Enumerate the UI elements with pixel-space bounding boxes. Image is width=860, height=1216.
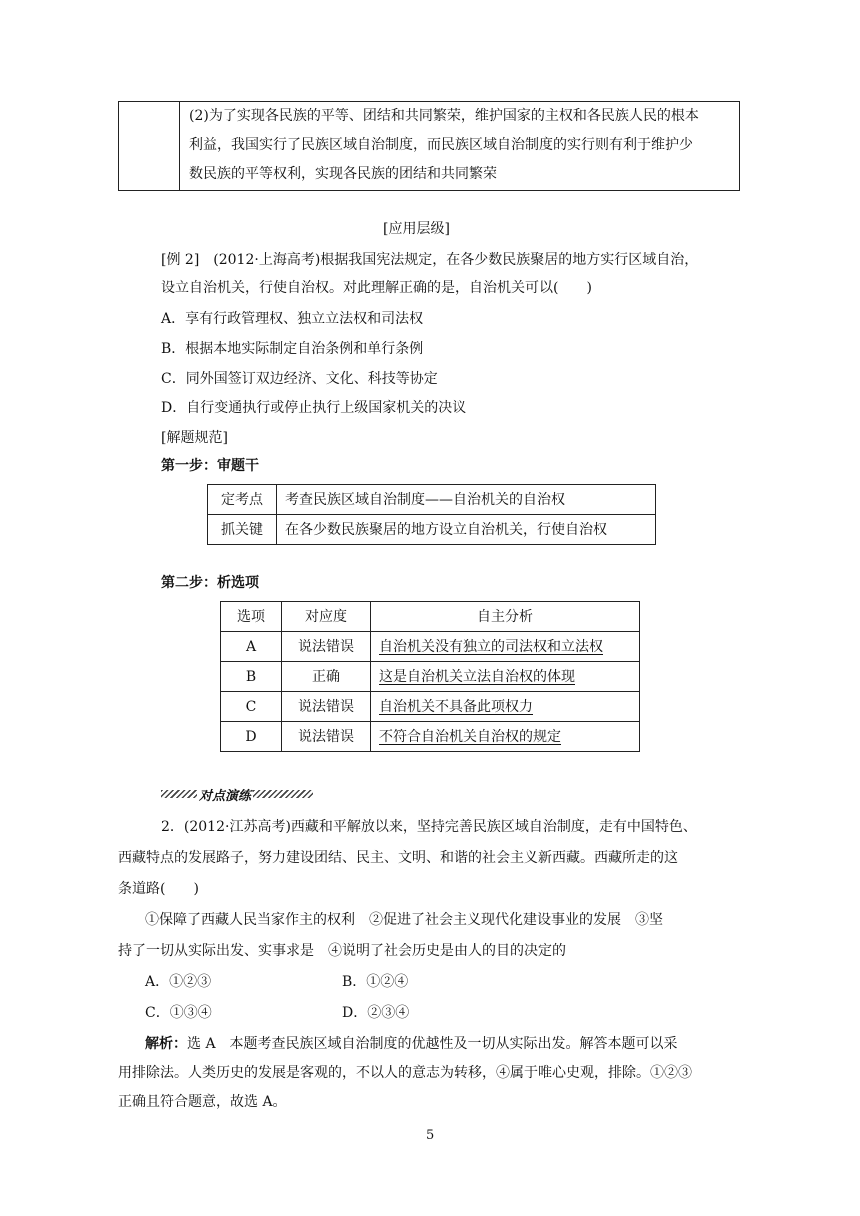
table-row <box>221 632 640 662</box>
table-header-row <box>221 602 640 632</box>
row-analysis <box>371 722 640 752</box>
row-option: B <box>221 662 282 692</box>
practice-question-line: 西藏特点的发展路子，努力建设团结、民主、文明、和谐的社会主义新西藏。西藏所走的这 <box>118 850 678 866</box>
row-analysis <box>371 662 640 692</box>
table-row <box>221 662 640 692</box>
header-analysis: 自主分析 <box>371 602 640 632</box>
top-table-line: 利益，我国实行了民族区域自治制度，而民族区域自治制度的实行则有利于维护少 <box>189 137 693 153</box>
row-analysis-text: 自治机关不具备此项权力 <box>379 698 533 715</box>
step1-value: 在各少数民族聚居的地方设立自治机关，行使自治权 <box>277 515 656 545</box>
step1-table <box>207 484 656 545</box>
table-row <box>208 515 656 545</box>
header-option: 选项 <box>221 602 282 632</box>
practice-option-c: C．①③④ <box>145 1005 212 1021</box>
table-row <box>221 722 640 752</box>
header-match: 对应度 <box>282 602 371 632</box>
statement-line: 持了一切从实际出发、实事求是 ④说明了社会历史是由人的目的决定的 <box>118 943 566 959</box>
row-option: C <box>221 692 282 722</box>
row-match: 说法错误 <box>282 722 371 752</box>
row-analysis-text: 不符合自治机关自治权的规定 <box>379 728 561 745</box>
option-b: B．根据本地实际制定自治条例和单行条例 <box>161 341 424 357</box>
row-analysis-text: 自治机关没有独立的司法权和立法权 <box>379 638 603 655</box>
row-analysis <box>371 632 640 662</box>
practice-option-d: D．②③④ <box>342 1005 410 1021</box>
analysis-line <box>145 1034 678 1054</box>
analysis-line: 正确且符合题意，故选 A。 <box>118 1094 287 1110</box>
decorative-stripes-icon <box>253 790 313 798</box>
statement-line: ①保障了西藏人民当家作主的权利 ②促进了社会主义现代化建设事业的发展 ③坚 <box>145 912 663 928</box>
top-table-line: 数民族的平等权利，实现各民族的团结和共同繁荣 <box>189 166 497 182</box>
practice-question-line: 条道路( ) <box>118 881 199 897</box>
section-title: [应用层级] <box>383 221 450 237</box>
example-question-line: [例 2] (2012·上海高考)根据我国宪法规定，在各少数民族聚居的地方实行区域自治， <box>161 252 699 268</box>
row-analysis-text: 这是自治机关立法自治权的体现 <box>379 668 575 685</box>
top-table-line: (2)为了实现各民族的平等、团结和共同繁荣，维护国家的主权和各民族人民的根本 <box>189 108 699 124</box>
decorative-stripes-icon <box>161 790 197 798</box>
practice-title: 对点演练 <box>199 788 252 804</box>
solution-label: [解题规范] <box>161 430 228 446</box>
row-match: 正确 <box>282 662 371 692</box>
step1-value: 考查民族区域自治制度——自治机关的自治权 <box>277 485 656 515</box>
page-number: 5 <box>426 1128 435 1143</box>
step2-table <box>220 601 640 752</box>
practice-question-line: 2．(2012·江苏高考)西藏和平解放以来，坚持完善民族区域自治制度，走有中国特色、 <box>161 819 697 835</box>
top-table <box>118 101 740 191</box>
step1-key: 定考点 <box>208 485 277 515</box>
analysis-line: 用排除法。人类历史的发展是客观的，不以人的意志为转移，④属于唯心史观，排除。①②③ <box>118 1065 692 1081</box>
row-option: D <box>221 722 282 752</box>
row-analysis <box>371 692 640 722</box>
table-row <box>221 692 640 722</box>
step1-key: 抓关键 <box>208 515 277 545</box>
row-option: A <box>221 632 282 662</box>
option-d: D．自行变通执行或停止执行上级国家机关的决议 <box>161 400 467 416</box>
example-question-line: 设立自治机关，行使自治权。对此理解正确的是，自治机关可以( ) <box>161 280 592 296</box>
practice-header <box>161 786 313 802</box>
row-match: 说法错误 <box>282 632 371 662</box>
row-match: 说法错误 <box>282 692 371 722</box>
table-row <box>208 485 656 515</box>
analysis-text: 选 A 本题考查民族区域自治制度的优越性及一切从实际出发。解答本题可以采 <box>187 1036 678 1052</box>
step1-title: 第一步：审题干 <box>161 458 259 474</box>
top-table-left-cell <box>119 102 180 190</box>
option-a: A．享有行政管理权、独立立法权和司法权 <box>161 311 424 327</box>
option-c: C．同外国签订双边经济、文化、科技等协定 <box>161 371 438 387</box>
analysis-label: 解析： <box>145 1036 187 1052</box>
step2-title: 第二步：析选项 <box>161 575 259 591</box>
practice-option-a: A．①②③ <box>145 974 212 990</box>
practice-option-b: B．①②④ <box>342 974 409 990</box>
